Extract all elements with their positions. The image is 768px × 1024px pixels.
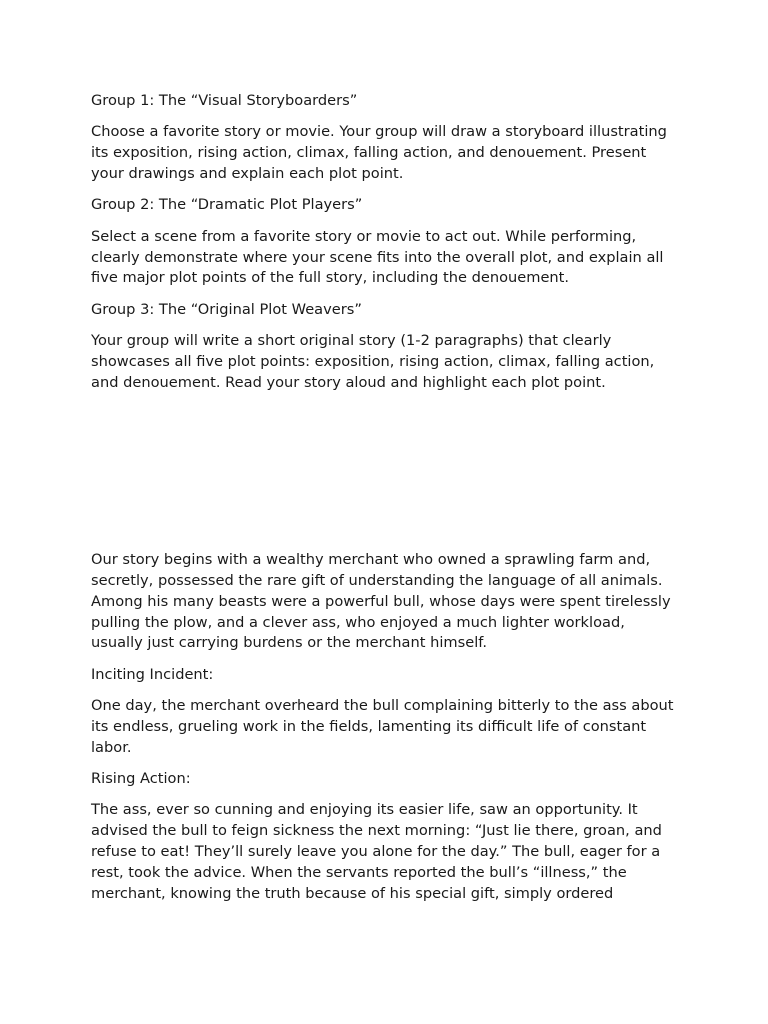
rising-action-heading: Rising Action: bbox=[91, 770, 191, 788]
group-2-heading: Group 2: The “Dramatic Plot Players” bbox=[91, 196, 363, 214]
group-2-description: Select a scene from a favorite story or movie to act out. While performing, clearly demonstrate where your scene fits into the overall plot, and explain all five major plot points of the full story, including the denouement. bbox=[91, 227, 664, 287]
blank-space bbox=[91, 404, 681, 550]
inciting-incident-text: One day, the merchant overheard the bull complaining bitterly to the ass about its endless, grueling work in the fields, lamenting its difficult life of constant labor. bbox=[91, 697, 674, 756]
group-3-heading: Group 3: The “Original Plot Weavers” bbox=[91, 300, 362, 318]
group-1-heading: Group 1: The “Visual Storyboarders” bbox=[91, 92, 358, 109]
group-3-description: Your group will write a short original story (1-2 paragraphs) that clearly showcases all five plot points: exposition, rising action, climax, falling action, and denouement. Read your story aloud and highlight each plot point. bbox=[91, 332, 655, 391]
story-exposition: Our story begins with a wealthy merchant who owned a sprawling farm and, secretly, possessed the rare gift of understanding the language of all animals. Among his many beasts were a powerful bull, whose days were spent tirelessly pulling the plow, and a clever ass, who enjoyed a much lighter workload, usually just carrying burdens or the merchant himself. bbox=[91, 551, 671, 652]
rising-action-text: The ass, ever so cunning and enjoying its easier life, saw an opportunity. It advised the bull to feign sickness the next morning: “Just lie there, groan, and refuse to eat! They’ll surely leave you alone for the day.” The bull, eager for a rest, took the advice. When the servants reported the bull’s “illness,” the merchant, knowing the truth because of his special gift, simply ordered bbox=[91, 801, 662, 902]
inciting-incident-heading: Inciting Incident: bbox=[91, 665, 214, 683]
document-page bbox=[91, 91, 681, 915]
group-1-description: Choose a favorite story or movie. Your group will draw a storyboard illustrating its exposition, rising action, climax, falling action, and denouement. Present your drawings and explain each plot point. bbox=[91, 123, 667, 182]
